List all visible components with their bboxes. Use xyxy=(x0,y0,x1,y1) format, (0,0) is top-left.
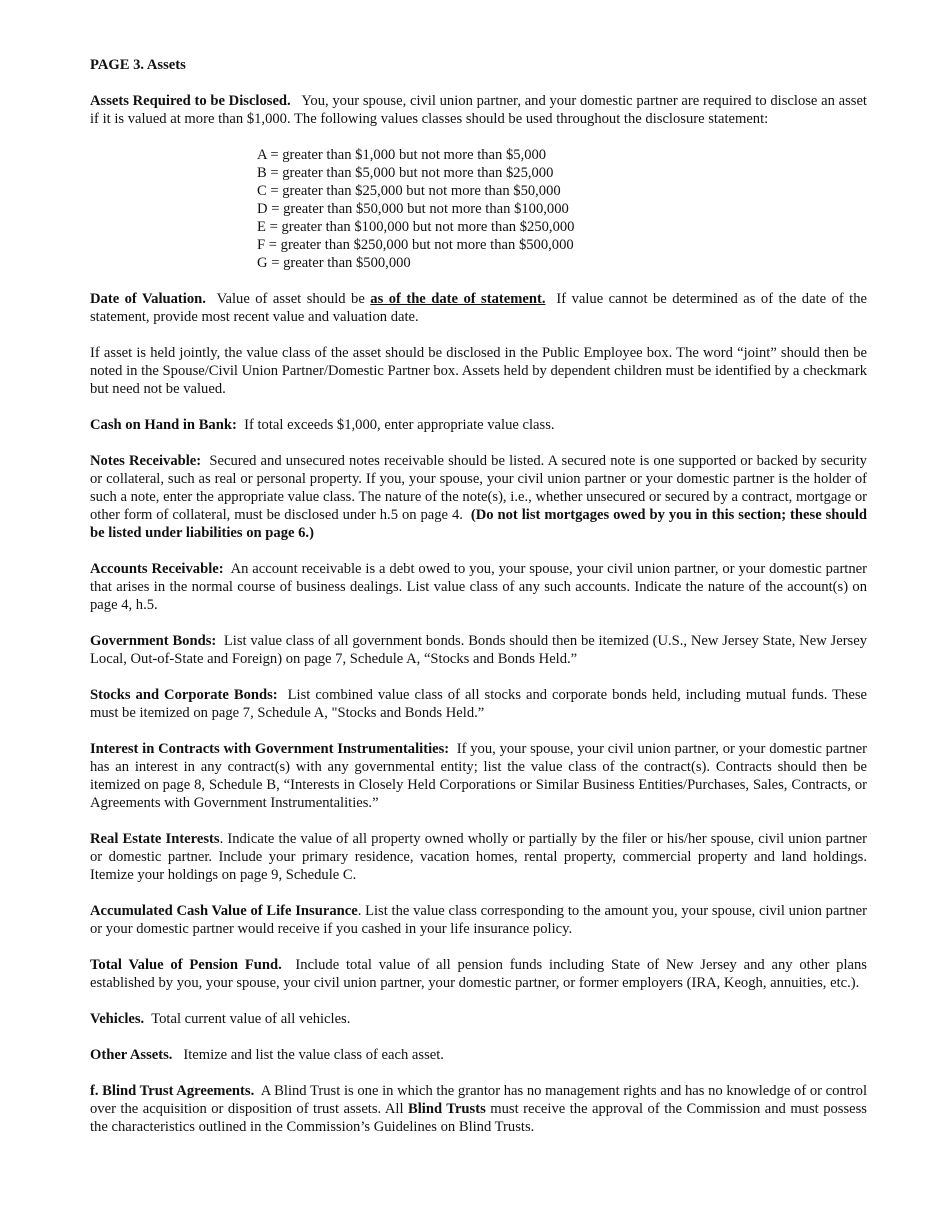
stocks-title: Stocks and Corporate Bonds: xyxy=(90,687,278,703)
blind-trust-title: f. Blind Trust Agreements. xyxy=(90,1083,255,1099)
stocks-text: List combined value class of all stocks and corporate bonds held, including mutual funds. These must be itemized on page 7, Schedule A, "Stocks and Bonds Held.” xyxy=(90,687,867,721)
real-estate-paragraph xyxy=(90,830,867,884)
accounts-receivable-title: Accounts Receivable: xyxy=(90,561,224,577)
real-estate-text: . Indicate the value of all property owned wholly or partially by the filer or his/her spouse, civil union partner or domestic partner. Include your primary residence, vacation homes, rental property, commercial property and land holdings. Itemize your holdings on page 9, Schedule C. xyxy=(90,831,867,883)
value-class-c: C = greater than $25,000 but not more than $50,000 xyxy=(257,183,561,199)
assets-required-title: Assets Required to be Disclosed. xyxy=(90,93,291,109)
life-insurance-text: . List the value class corresponding to the amount you, your spouse, civil union partner or your domestic partner would receive if you cashed in your life insurance policy. xyxy=(90,903,867,937)
date-of-valuation-paragraph xyxy=(90,290,867,326)
value-class-f: F = greater than $250,000 but not more than $500,000 xyxy=(257,237,574,253)
notes-receivable-paragraph xyxy=(90,452,867,542)
value-class-d: D = greater than $50,000 but not more than $100,000 xyxy=(257,201,569,217)
cash-text: If total exceeds $1,000, enter appropriate value class. xyxy=(244,417,555,433)
value-class-a: A = greater than $1,000 but not more than $5,000 xyxy=(257,147,547,163)
vehicles-title: Vehicles. xyxy=(90,1011,145,1027)
contracts-title: Interest in Contracts with Government Instrumentalities: xyxy=(90,741,450,757)
blind-trust-emphasis: Blind Trusts xyxy=(408,1101,486,1117)
notes-receivable-title: Notes Receivable: xyxy=(90,453,202,469)
date-of-valuation-text-before: Value of asset should be xyxy=(216,291,365,307)
other-assets-paragraph xyxy=(90,1046,867,1064)
real-estate-title: Real Estate Interests xyxy=(90,831,220,847)
life-insurance-paragraph xyxy=(90,902,867,938)
notes-receivable-bold-note: (Do not list mortgages owed by you in this section; these should be listed under liabilities on page 6.) xyxy=(90,507,868,541)
cash-paragraph xyxy=(90,416,867,434)
notes-receivable-text: Secured and unsecured notes receivable should be listed. A secured note is one supported or backed by security or collateral, such as real or personal property. If you, your spouse, your civil union partner or your domestic partner is the holder of such a note, enter the appropriate value class. The nature of the note(s), i.e., whether unsecured or secured by a contract, mortgage or other form of collateral, must be disclosed under h.5 on page 4. xyxy=(90,453,867,523)
value-class-e: E = greater than $100,000 but not more than $250,000 xyxy=(257,219,575,235)
date-of-valuation-text-after: If value cannot be determined as of the date of the statement, provide most recent value and valuation date. xyxy=(90,291,868,325)
joint-assets-paragraph: If asset is held jointly, the value class of the asset should be disclosed in the Public Employee box. The word “joint” should then be noted in the Spouse/Civil Union Partner/Domestic Partner box. Assets held by dependent children must be identified by a checkmark but need not be valued. xyxy=(90,345,867,397)
blind-trust-text-before: A Blind Trust is one in which the grantor has no management rights and has no knowledge of or control over the acquisition or disposition of trust assets. All xyxy=(90,1083,867,1117)
pension-title: Total Value of Pension Fund. xyxy=(90,957,282,973)
other-assets-title: Other Assets. xyxy=(90,1047,173,1063)
blind-trust-text-after: must receive the approval of the Commission and must possess the characteristics outlined in the Commission’s Guidelines on Blind Trusts. xyxy=(90,1101,867,1135)
blind-trust-paragraph xyxy=(90,1082,867,1136)
date-of-valuation-emphasis: as of the date of statement. xyxy=(370,291,546,307)
date-of-valuation-title: Date of Valuation. xyxy=(90,291,206,307)
assets-required-text: You, your spouse, civil union partner, and your domestic partner are required to disclose an asset if it is valued at more than $1,000. The following values classes should be used throughout the disclosure statement: xyxy=(90,93,867,127)
value-classes-list xyxy=(257,146,867,272)
contracts-paragraph xyxy=(90,740,867,812)
pension-text: Include total value of all pension funds including State of New Jersey and any other plans established by you, your spouse, your civil union partner, your domestic partner, or former employers (IRA, Keogh, annuities, etc.). xyxy=(90,957,867,991)
contracts-text: If you, your spouse, your civil union partner, or your domestic partner has an interest in any contract(s) with any governmental entity; list the value class of the contract(s). Contracts should then be itemized on page 8, Schedule B, “Interests in Closely Held Corporations or Similar Business Entities/Purchases, Sales, Contracts, or Agreements with Government Instrumentalities.” xyxy=(90,741,868,811)
assets-required-paragraph xyxy=(90,92,867,128)
value-class-b: B = greater than $5,000 but not more than $25,000 xyxy=(257,165,554,181)
value-class-g: G = greater than $500,000 xyxy=(257,255,411,271)
page-heading: PAGE 3. Assets xyxy=(90,57,186,73)
accounts-receivable-text: An account receivable is a debt owed to you, your spouse, your civil union partner, or your domestic partner that arises in the normal course of business dealings. List value class of any such accounts. Indicate the nature of the account(s) on page 4, h.5. xyxy=(90,561,867,613)
government-bonds-title: Government Bonds: xyxy=(90,633,217,649)
stocks-paragraph xyxy=(90,686,867,722)
vehicles-text: Total current value of all vehicles. xyxy=(151,1011,351,1027)
accounts-receivable-paragraph xyxy=(90,560,867,614)
other-assets-text: Itemize and list the value class of each asset. xyxy=(183,1047,444,1063)
vehicles-paragraph xyxy=(90,1010,867,1028)
cash-title: Cash on Hand in Bank: xyxy=(90,417,237,433)
government-bonds-text: List value class of all government bonds. Bonds should then be itemized (U.S., New Jersey State, New Jersey Local, Out-of-State and Foreign) on page 7, Schedule A, “Stocks and Bonds Held.” xyxy=(90,633,868,667)
pension-paragraph xyxy=(90,956,867,992)
government-bonds-paragraph xyxy=(90,632,867,668)
life-insurance-title: Accumulated Cash Value of Life Insurance xyxy=(90,903,358,919)
